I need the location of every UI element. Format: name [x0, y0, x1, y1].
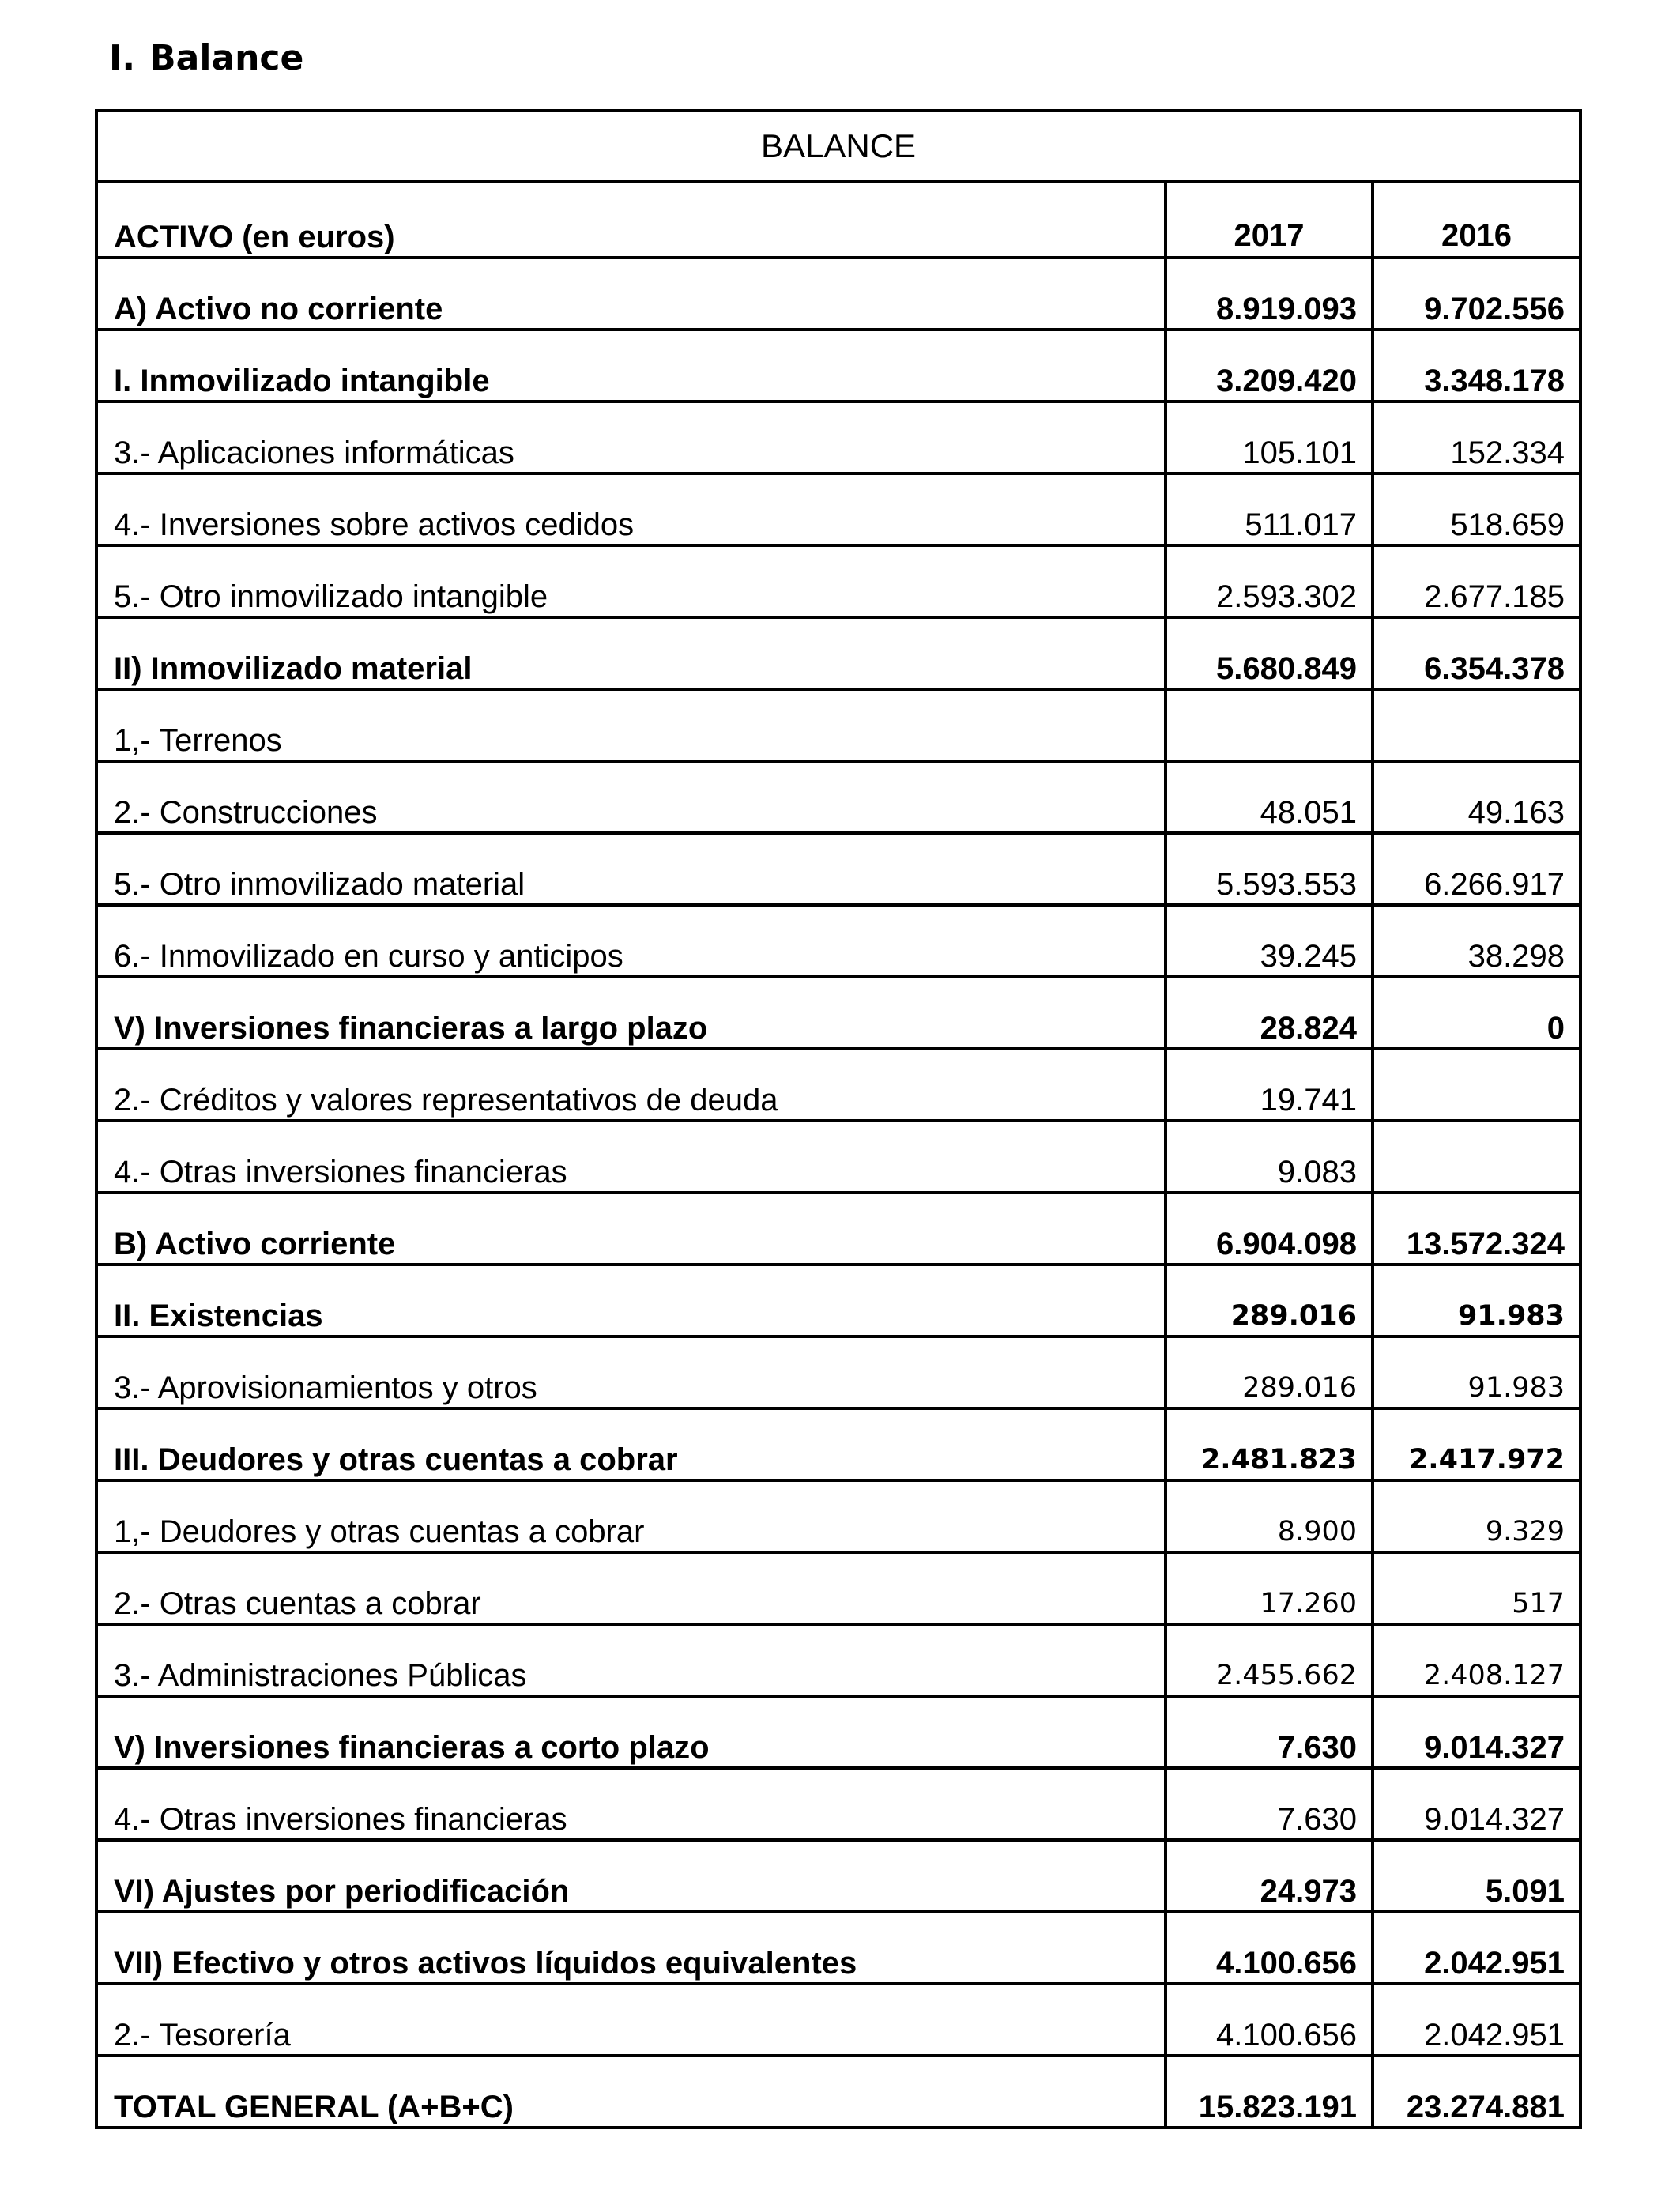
header-label: ACTIVO (en euros)	[96, 182, 1166, 258]
row-value-2017: 48.051	[1166, 761, 1373, 833]
row-label: 4.- Otras inversiones financieras	[96, 1768, 1166, 1840]
row-label: 1,- Deudores y otras cuentas a cobrar	[96, 1480, 1166, 1552]
row-value-2017: 24.973	[1166, 1840, 1373, 1912]
row-value-2016: 518.659	[1373, 473, 1580, 545]
table-row	[96, 1336, 1580, 1408]
row-value-2016	[1373, 689, 1580, 761]
row-label: 5.- Otro inmovilizado intangible	[96, 545, 1166, 617]
row-value-2016: 9.014.327	[1373, 1768, 1580, 1840]
row-label: VII) Efectivo y otros activos líquidos equivalentes	[96, 1912, 1166, 1984]
row-label: A) Activo no corriente	[96, 258, 1166, 330]
row-value-2017: 289.016	[1166, 1336, 1373, 1408]
row-label: V) Inversiones financieras a largo plazo	[96, 977, 1166, 1049]
row-value-2017: 2.481.823	[1166, 1408, 1373, 1480]
table-row	[96, 1696, 1580, 1768]
row-value-2017: 5.680.849	[1166, 617, 1373, 689]
row-value-2016: 9.014.327	[1373, 1696, 1580, 1768]
table-row	[96, 2056, 1580, 2128]
table-row	[96, 1408, 1580, 1480]
row-value-2017: 8.919.093	[1166, 258, 1373, 330]
table-row	[96, 1840, 1580, 1912]
row-value-2017: 17.260	[1166, 1552, 1373, 1624]
row-label: III. Deudores y otras cuentas a cobrar	[96, 1408, 1166, 1480]
row-value-2017: 8.900	[1166, 1480, 1373, 1552]
row-value-2016: 2.042.951	[1373, 1912, 1580, 1984]
table-row	[96, 905, 1580, 977]
table-row	[96, 1912, 1580, 1984]
row-label: B) Activo corriente	[96, 1193, 1166, 1265]
row-value-2017: 4.100.656	[1166, 1984, 1373, 2056]
row-value-2017: 5.593.553	[1166, 833, 1373, 905]
row-label: 6.- Inmovilizado en curso y anticipos	[96, 905, 1166, 977]
header-year-2016: 2016	[1373, 182, 1580, 258]
row-label: II) Inmovilizado material	[96, 617, 1166, 689]
row-value-2016	[1373, 1049, 1580, 1121]
row-value-2016: 2.417.972	[1373, 1408, 1580, 1480]
row-value-2017: 3.209.420	[1166, 330, 1373, 401]
table-row	[96, 1624, 1580, 1696]
row-value-2017: 7.630	[1166, 1768, 1373, 1840]
row-value-2016: 9.329	[1373, 1480, 1580, 1552]
row-value-2017: 511.017	[1166, 473, 1373, 545]
row-value-2016	[1373, 1121, 1580, 1193]
header-year-2017: 2017	[1166, 182, 1373, 258]
row-value-2017: 15.823.191	[1166, 2056, 1373, 2128]
row-value-2016: 38.298	[1373, 905, 1580, 977]
row-value-2017	[1166, 689, 1373, 761]
table-row	[96, 761, 1580, 833]
table-title: BALANCE	[96, 111, 1580, 182]
row-value-2016: 5.091	[1373, 1840, 1580, 1912]
row-value-2016: 13.572.324	[1373, 1193, 1580, 1265]
row-value-2016: 0	[1373, 977, 1580, 1049]
row-label: 1,- Terrenos	[96, 689, 1166, 761]
row-label: V) Inversiones financieras a corto plazo	[96, 1696, 1166, 1768]
row-value-2016: 9.702.556	[1373, 258, 1580, 330]
table-row	[96, 1984, 1580, 2056]
table-row	[96, 473, 1580, 545]
table-header-row	[96, 182, 1580, 258]
row-value-2016: 3.348.178	[1373, 330, 1580, 401]
row-value-2016: 152.334	[1373, 401, 1580, 473]
row-value-2017: 9.083	[1166, 1121, 1373, 1193]
table-row	[96, 1193, 1580, 1265]
row-value-2017: 105.101	[1166, 401, 1373, 473]
table-row	[96, 330, 1580, 401]
row-value-2016: 6.354.378	[1373, 617, 1580, 689]
row-value-2016: 2.408.127	[1373, 1624, 1580, 1696]
table-row	[96, 1265, 1580, 1336]
row-value-2016: 91.983	[1373, 1265, 1580, 1336]
row-label: 4.- Inversiones sobre activos cedidos	[96, 473, 1166, 545]
row-value-2017: 7.630	[1166, 1696, 1373, 1768]
table-row	[96, 258, 1580, 330]
table-row	[96, 689, 1580, 761]
row-label: II. Existencias	[96, 1265, 1166, 1336]
row-value-2017: 6.904.098	[1166, 1193, 1373, 1265]
row-label: TOTAL GENERAL (A+B+C)	[96, 2056, 1166, 2128]
row-value-2016: 517	[1373, 1552, 1580, 1624]
table-row	[96, 401, 1580, 473]
table-title-row	[96, 111, 1580, 182]
table-row	[96, 1768, 1580, 1840]
row-value-2017: 2.593.302	[1166, 545, 1373, 617]
row-label: VI) Ajustes por periodificación	[96, 1840, 1166, 1912]
row-value-2017: 39.245	[1166, 905, 1373, 977]
row-value-2016: 23.274.881	[1373, 2056, 1580, 2128]
row-value-2016: 91.983	[1373, 1336, 1580, 1408]
table-row	[96, 545, 1580, 617]
table-row	[96, 977, 1580, 1049]
row-label: 3.- Aprovisionamientos y otros	[96, 1336, 1166, 1408]
table-row	[96, 1049, 1580, 1121]
row-label: 5.- Otro inmovilizado material	[96, 833, 1166, 905]
row-label: 3.- Administraciones Públicas	[96, 1624, 1166, 1696]
balance-table	[95, 109, 1582, 2129]
row-label: 2.- Tesorería	[96, 1984, 1166, 2056]
row-value-2017: 2.455.662	[1166, 1624, 1373, 1696]
row-value-2016: 49.163	[1373, 761, 1580, 833]
row-value-2016: 6.266.917	[1373, 833, 1580, 905]
table-row	[96, 1121, 1580, 1193]
row-label: 2.- Créditos y valores representativos de deuda	[96, 1049, 1166, 1121]
table-row	[96, 1480, 1580, 1552]
row-label: 2.- Otras cuentas a cobrar	[96, 1552, 1166, 1624]
row-label: 2.- Construcciones	[96, 761, 1166, 833]
section-title: Balance	[149, 38, 304, 78]
row-value-2017: 19.741	[1166, 1049, 1373, 1121]
row-value-2016: 2.042.951	[1373, 1984, 1580, 2056]
table-row	[96, 617, 1580, 689]
section-heading	[109, 35, 303, 82]
row-label: I. Inmovilizado intangible	[96, 330, 1166, 401]
row-value-2017: 28.824	[1166, 977, 1373, 1049]
row-value-2017: 289.016	[1166, 1265, 1373, 1336]
row-label: 4.- Otras inversiones financieras	[96, 1121, 1166, 1193]
row-value-2017: 4.100.656	[1166, 1912, 1373, 1984]
section-number: I.	[109, 38, 136, 78]
row-value-2016: 2.677.185	[1373, 545, 1580, 617]
table-row	[96, 1552, 1580, 1624]
table-row	[96, 833, 1580, 905]
row-label: 3.- Aplicaciones informáticas	[96, 401, 1166, 473]
balance-table-body	[96, 111, 1580, 2128]
